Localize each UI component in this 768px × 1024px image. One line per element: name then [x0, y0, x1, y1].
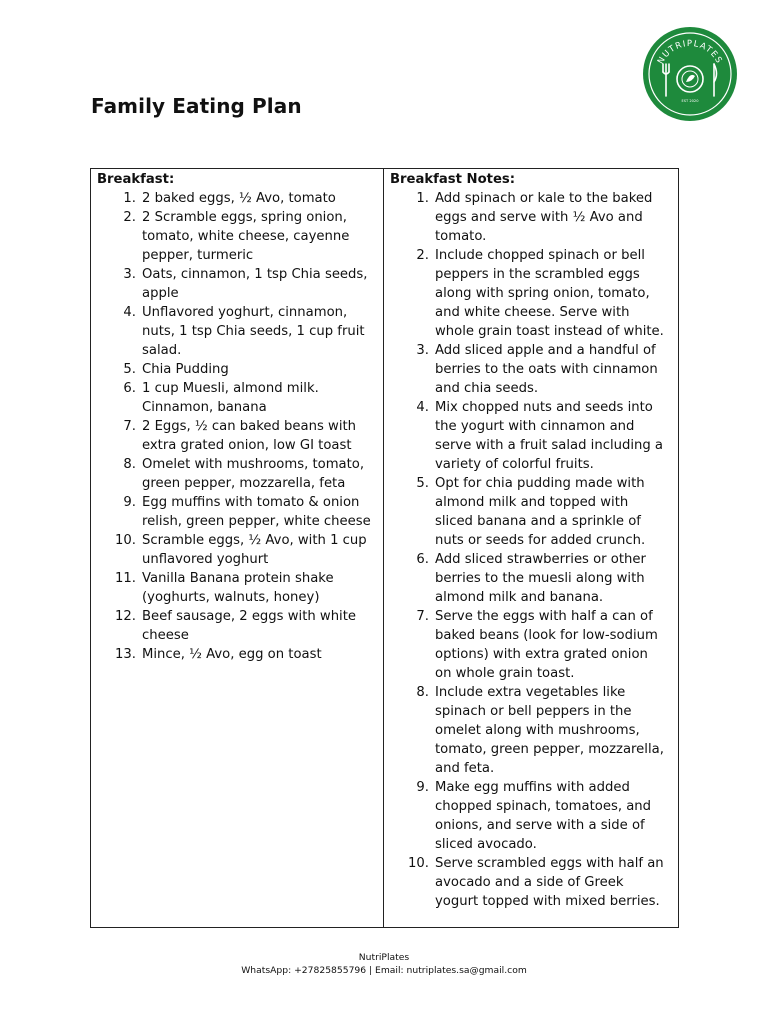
breakfast-note-item: [384, 683, 678, 778]
breakfast-note-item-number: 5.: [416, 476, 429, 491]
breakfast-note-item-number: 6.: [416, 552, 429, 567]
breakfast-item-text: Omelet with mushrooms, tomato, green pepper, mozzarella, feta: [142, 457, 365, 491]
breakfast-item-number: 9.: [123, 495, 136, 510]
breakfast-item-number: 6.: [123, 381, 136, 396]
breakfast-item-text: Chia Pudding: [142, 362, 229, 377]
breakfast-note-item-number: 8.: [416, 685, 429, 700]
breakfast-item-number: 2.: [123, 210, 136, 225]
breakfast-item: [91, 455, 383, 493]
page-footer: [0, 951, 768, 977]
breakfast-item-text: Vanilla Banana protein shake (yoghurts, walnuts, honey): [142, 571, 334, 605]
breakfast-column: [91, 169, 384, 927]
breakfast-note-item-number: 7.: [416, 609, 429, 624]
logo-brand-text: NUTRIPLATES: [655, 38, 725, 66]
breakfast-item-text: 2 Scramble eggs, spring onion, tomato, white cheese, cayenne pepper, turmeric: [142, 210, 350, 263]
breakfast-notes-column: [384, 169, 678, 927]
breakfast-item-number: 3.: [123, 267, 136, 282]
breakfast-item: [91, 265, 383, 303]
breakfast-item-number: 7.: [123, 419, 136, 434]
breakfast-note-item-number: 9.: [416, 780, 429, 795]
nutriplates-logo: [642, 26, 738, 122]
breakfast-item: [91, 493, 383, 531]
breakfast-item-text: 2 baked eggs, ½ Avo, tomato: [142, 191, 336, 206]
breakfast-note-item-text: Add sliced apple and a handful of berries to the oats with cinnamon and chia seeds.: [435, 343, 658, 396]
breakfast-item-text: Egg muffins with tomato & onion relish, green pepper, white cheese: [142, 495, 371, 529]
breakfast-item: [91, 189, 383, 208]
breakfast-heading: Breakfast:: [97, 172, 175, 187]
breakfast-item: [91, 417, 383, 455]
breakfast-note-item: [384, 778, 678, 854]
breakfast-item: [91, 208, 383, 265]
breakfast-item: [91, 569, 383, 607]
breakfast-item-text: Scramble eggs, ½ Avo, with 1 cup unflavored yoghurt: [142, 533, 367, 567]
breakfast-item-number: 11.: [115, 571, 136, 586]
eating-plan-table: [90, 168, 679, 928]
breakfast-notes-list: [384, 189, 678, 911]
breakfast-item-number: 1.: [123, 191, 136, 206]
breakfast-note-item: [384, 550, 678, 607]
breakfast-note-item: [384, 189, 678, 246]
breakfast-note-item: [384, 246, 678, 341]
breakfast-note-item-number: 2.: [416, 248, 429, 263]
breakfast-note-item: [384, 607, 678, 683]
breakfast-notes-heading: Breakfast Notes:: [390, 172, 516, 187]
breakfast-item-text: Unflavored yoghurt, cinnamon, nuts, 1 tsp Chia seeds, 1 cup fruit salad.: [142, 305, 365, 358]
breakfast-item: [91, 303, 383, 360]
breakfast-item-number: 10.: [115, 533, 136, 548]
logo-est-text: EST 2020: [681, 99, 699, 103]
breakfast-note-item-text: Opt for chia pudding made with almond milk and topped with sliced banana and a sprinkle of nuts or seeds for added crunch.: [435, 476, 646, 548]
breakfast-note-item-text: Include extra vegetables like spinach or bell peppers in the omelet along with mushrooms, tomato, green pepper, mozzarella, and feta.: [435, 685, 664, 776]
breakfast-note-item-text: Serve the eggs with half a can of baked beans (look for low-sodium options) with extra grated onion on whole grain toast.: [435, 609, 658, 681]
breakfast-note-item-text: Serve scrambled eggs with half an avocado and a side of Greek yogurt topped with mixed berries.: [435, 856, 664, 909]
breakfast-item-number: 8.: [123, 457, 136, 472]
breakfast-item-number: 13.: [115, 647, 136, 662]
footer-contact: WhatsApp: +27825855796 | Email: nutriplates.sa@gmail.com: [241, 965, 527, 976]
breakfast-note-item-number: 1.: [416, 191, 429, 206]
breakfast-note-item-number: 3.: [416, 343, 429, 358]
breakfast-item-text: Beef sausage, 2 eggs with white cheese: [142, 609, 357, 643]
breakfast-note-item-text: Add sliced strawberries or other berries to the muesli along with almond milk and banana.: [435, 552, 646, 605]
breakfast-item-number: 4.: [123, 305, 136, 320]
breakfast-item: [91, 531, 383, 569]
breakfast-item: [91, 607, 383, 645]
breakfast-item-text: 2 Eggs, ½ can baked beans with extra grated onion, low GI toast: [142, 419, 357, 453]
breakfast-note-item: [384, 398, 678, 474]
breakfast-item-text: 1 cup Muesli, almond milk. Cinnamon, banana: [142, 381, 319, 415]
breakfast-item: [91, 645, 383, 664]
breakfast-note-item-text: Make egg muffins with added chopped spinach, tomatoes, and onions, and serve with a side of sliced avocado.: [435, 780, 652, 852]
breakfast-note-item-text: Include chopped spinach or bell peppers in the scrambled eggs along with spring onion, tomato, and white cheese. Serve with whole grain toast instead of white.: [435, 248, 664, 339]
breakfast-note-item: [384, 341, 678, 398]
breakfast-item-text: Oats, cinnamon, 1 tsp Chia seeds, apple: [142, 267, 368, 301]
breakfast-note-item-text: Mix chopped nuts and seeds into the yogurt with cinnamon and serve with a fruit salad including a variety of colorful fruits.: [435, 400, 663, 472]
breakfast-item: [91, 360, 383, 379]
breakfast-note-item-text: Add spinach or kale to the baked eggs and serve with ½ Avo and tomato.: [435, 191, 653, 244]
breakfast-note-item: [384, 474, 678, 550]
footer-company: NutriPlates: [358, 952, 410, 963]
breakfast-item-number: 5.: [123, 362, 136, 377]
breakfast-item-text: Mince, ½ Avo, egg on toast: [142, 647, 322, 662]
breakfast-note-item-number: 4.: [416, 400, 429, 415]
breakfast-note-item-number: 10.: [408, 856, 429, 871]
breakfast-item: [91, 379, 383, 417]
breakfast-list: [91, 189, 383, 664]
breakfast-note-item: [384, 854, 678, 911]
page-title: Family Eating Plan: [91, 94, 302, 118]
breakfast-item-number: 12.: [115, 609, 136, 624]
